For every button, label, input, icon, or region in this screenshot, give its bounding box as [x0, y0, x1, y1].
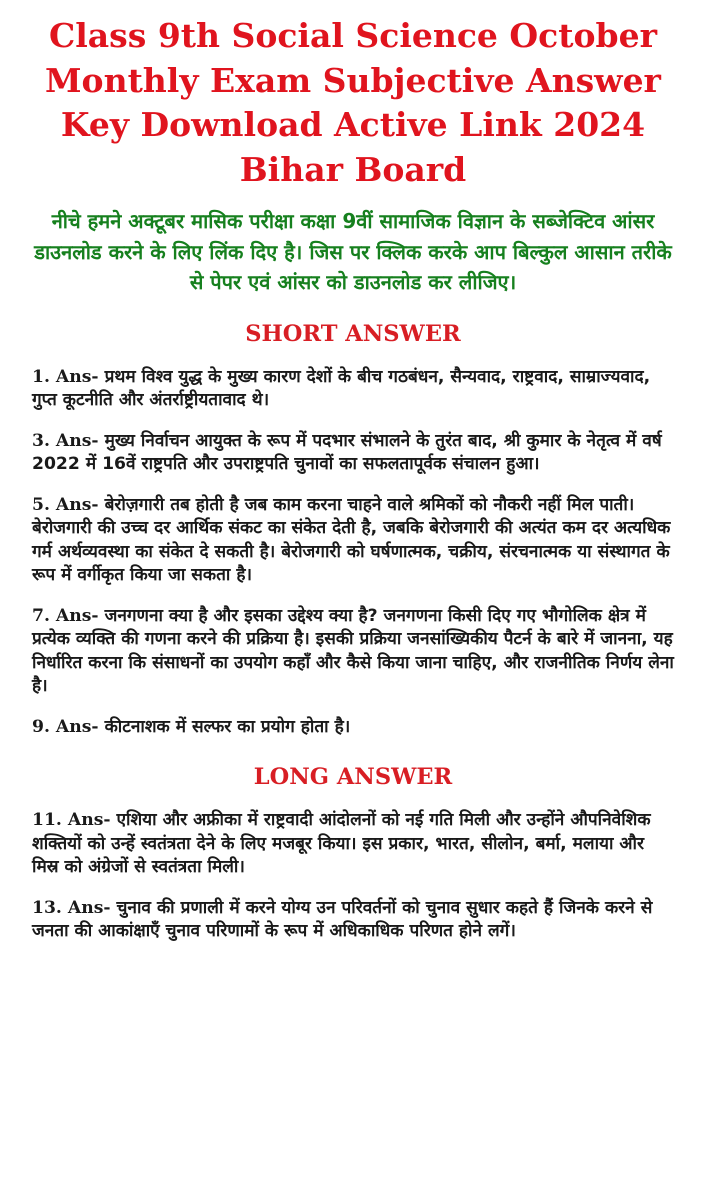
- answer-text: कीटनाशक में सल्फर का प्रयोग होता है।: [104, 716, 351, 737]
- answer-text: चुनाव की प्रणाली में करने योग्य उन परिवर्तनों को चुनाव सुधार कहते हैं जिनके करने से जनता की आकांक्षाएँ चुनाव परिणामों के रूप में अधिकाधिक परिणत होने लगें।: [32, 897, 653, 941]
- page-title: Class 9th Social Science October Monthly Exam Subjective Answer Key Download Active Link 2024 Bihar Board: [45, 16, 661, 189]
- answer-item: [30, 716, 676, 740]
- answer-text: प्रथम विश्व युद्ध के मुख्य कारण देशों के बीच गठबंधन, सैन्यवाद, राष्ट्रवाद, साम्राज्यवाद, गुप्त कूटनीति और अंतर्राष्ट्रीयतावाद थे।: [32, 366, 651, 410]
- answer-item: [30, 494, 676, 588]
- answer-number: 5. Ans-: [32, 494, 99, 515]
- answer-text: एशिया और अफ्रीका में राष्ट्रवादी आंदोलनों को नई गति मिली और उन्होंने औपनिवेशिक शक्तियों को उन्हें स्वतंत्रता देने के लिए मजबूर किया। इस प्रकार, भारत, सीलोन, बर्मा, मलाया और मिस्र को अंग्रेजों से स्वतंत्रता मिली।: [32, 810, 651, 877]
- answer-number: 7. Ans-: [32, 605, 99, 626]
- answer-text: बेरोज़गारी तब होती है जब काम करना चाहने वाले श्रमिकों को नौकरी नहीं मिल पाती। बेरोजगारी की उच्च दर आर्थिक संकट का संकेत देती है, जबकि बेरोजगारी की अत्यंत कम दर अत्यधिक गर्म अर्थव्यवस्था का संकेत दे सकती है। बेरोजगारी को घर्षणात्मक, चक्रीय, संरचनात्मक या संस्थागत के रूप में वर्गीकृत किया जा सकता है।: [32, 494, 671, 585]
- answer-number: 1. Ans-: [32, 366, 99, 387]
- answer-text: जनगणना क्या है और इसका उद्देश्य क्या है? जनगणना किसी दिए गए भौगोलिक क्षेत्र में प्रत्येक व्यक्ति की गणना करने की प्रक्रिया है। इसकी प्रक्रिया जनसांख्यिकीय पैटर्न के बारे में जानना, यह निर्धारित करना कि संसाधनों का उपयोग कहाँ और कैसे किया जाना चाहिए, और राजनीतिक निर्णय लेना है।: [32, 605, 674, 696]
- long-answer-heading: LONG ANSWER: [253, 764, 453, 790]
- answer-item: [30, 366, 676, 413]
- answer-number: 3. Ans-: [32, 430, 99, 451]
- answer-number: 11. Ans-: [32, 810, 111, 830]
- answer-item: [30, 430, 676, 477]
- intro-paragraph: नीचे हमने अक्टूबर मासिक परीक्षा कक्षा 9वीं सामाजिक विज्ञान के सब्जेक्टिव आंसर डाउनलोड करने के लिए लिंक दिए है। जिस पर क्लिक करके आप बिल्कुल आसान तरीके से पेपर एवं आंसर को डाउनलोड कर लीजिए।: [34, 209, 672, 294]
- answer-number: 13. Ans-: [32, 897, 111, 918]
- answer-item: [30, 809, 676, 880]
- answer-item: [30, 605, 676, 699]
- answer-item: [30, 897, 676, 944]
- short-answer-heading: SHORT ANSWER: [245, 320, 461, 347]
- answer-text: मुख्य निर्वाचन आयुक्त के रूप में पदभार संभालने के तुरंत बाद, श्री कुमार के नेतृत्व में वर्ष 2022 में 16वें राष्ट्रपति और उपराष्ट्रपति चुनावों का सफलतापूर्वक संचालन हुआ।: [32, 430, 662, 474]
- answer-number: 9. Ans-: [32, 716, 99, 737]
